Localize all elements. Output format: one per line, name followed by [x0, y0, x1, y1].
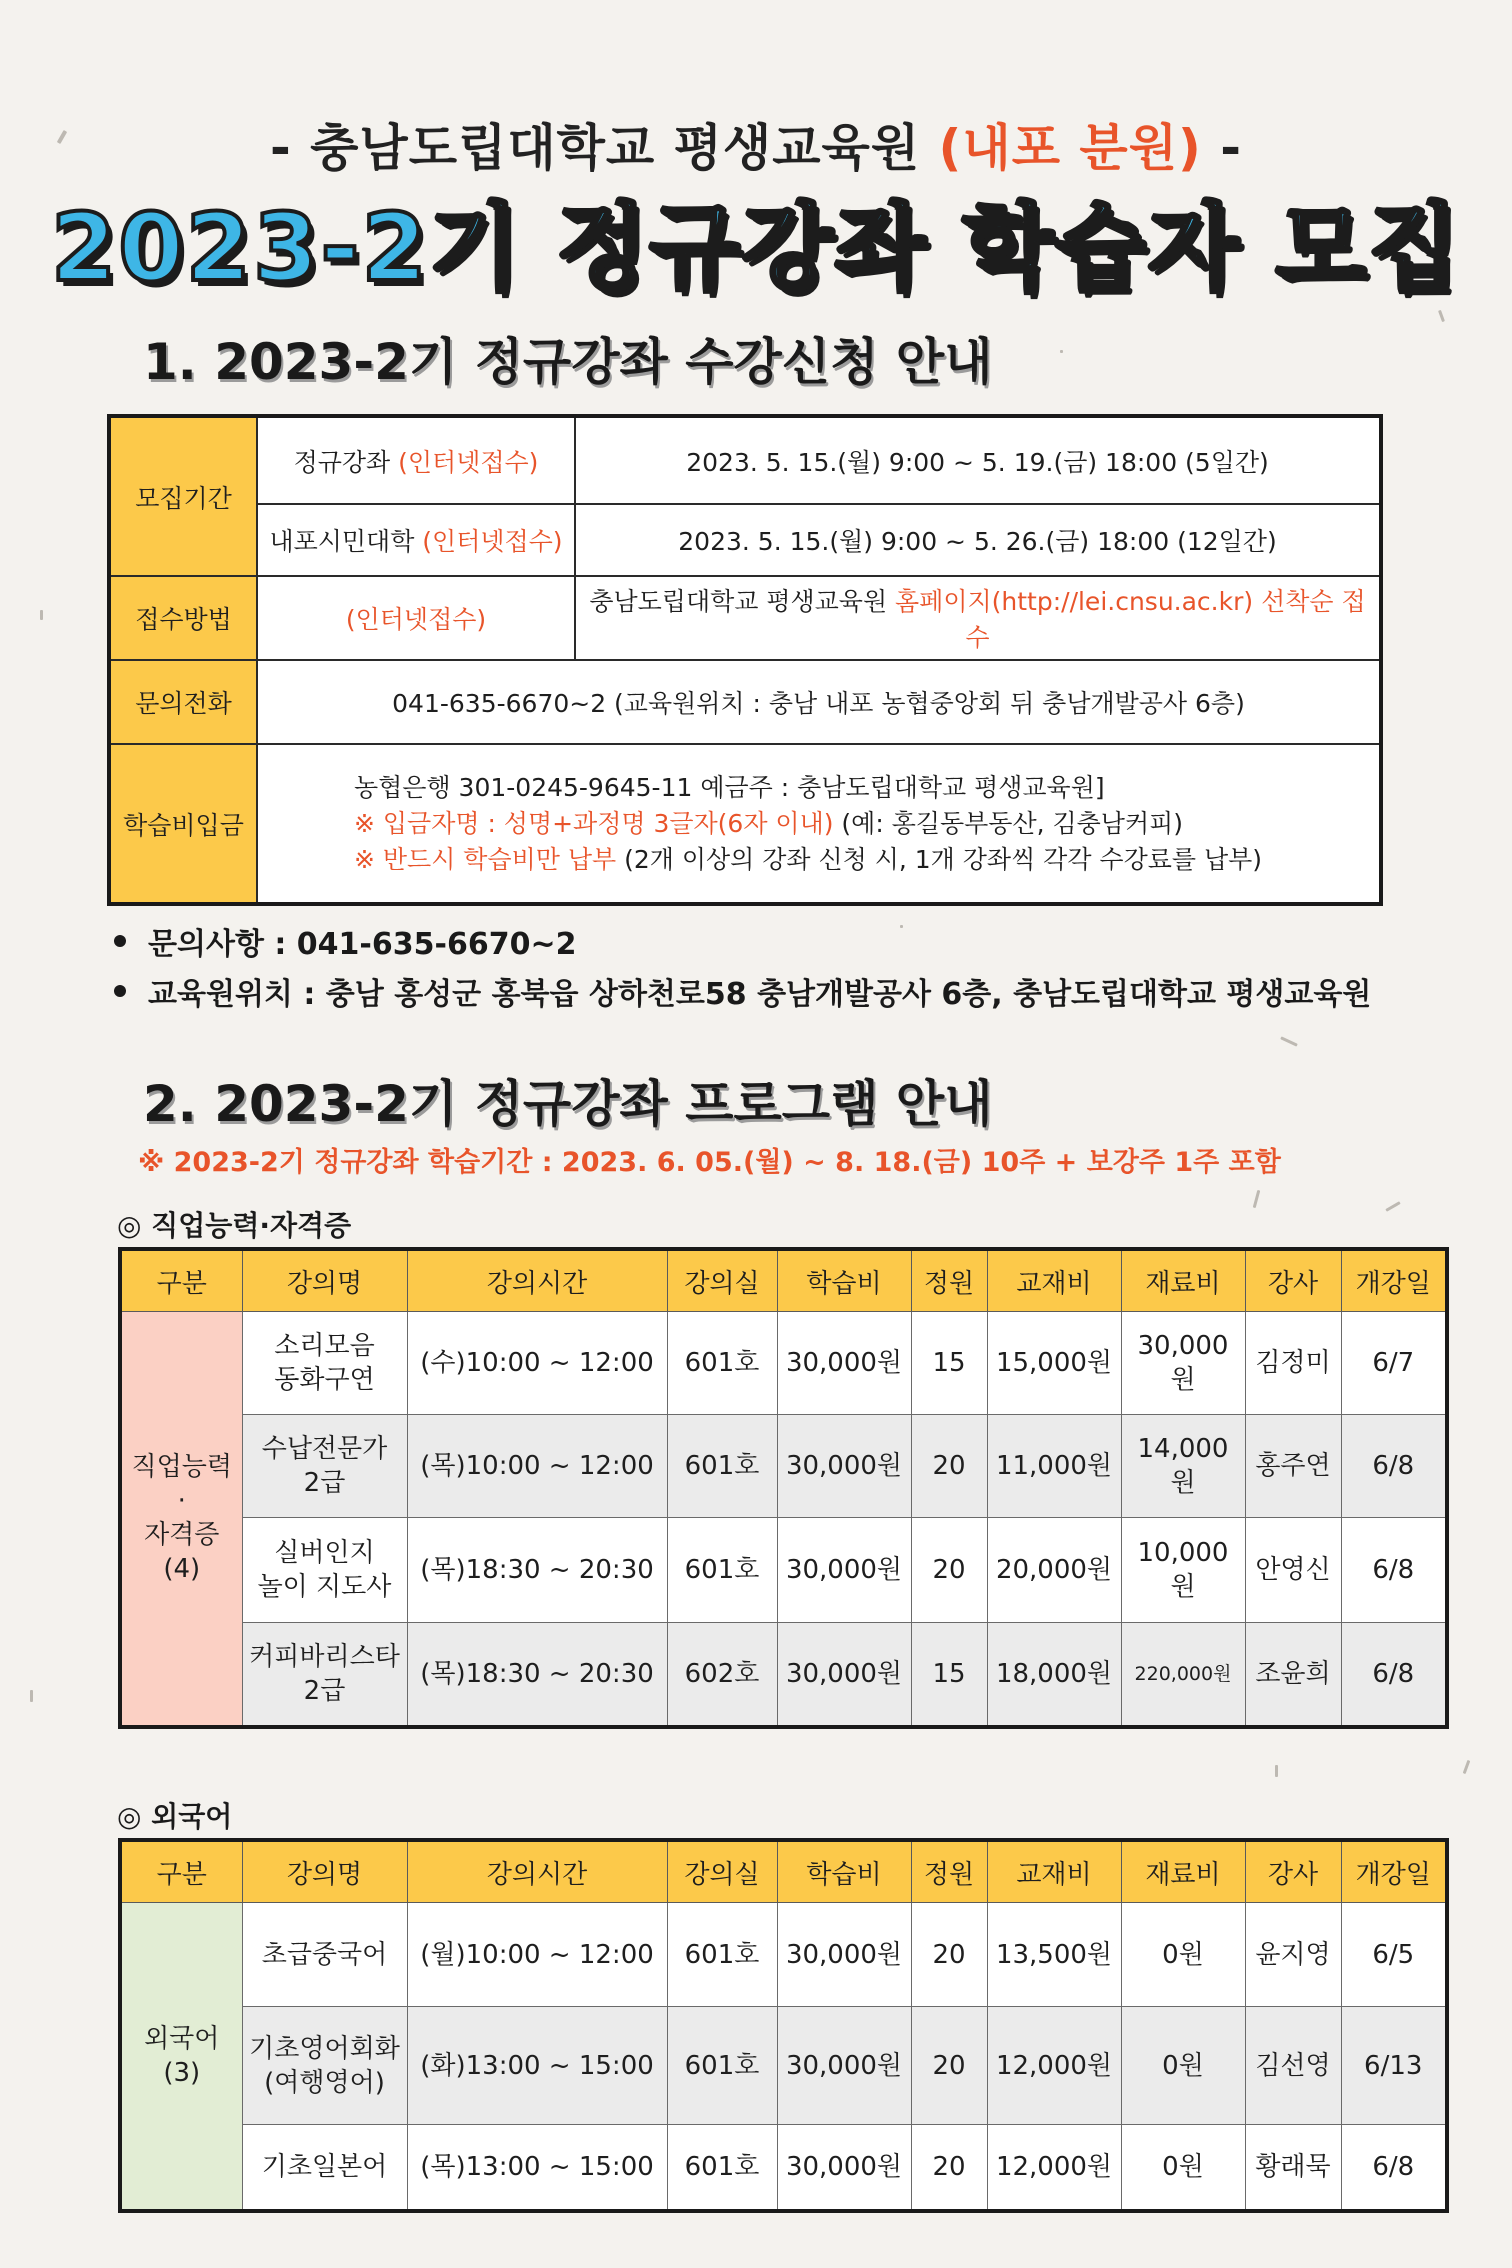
course-teacher: 김선영 — [1245, 2007, 1341, 2125]
bullet-icon — [114, 935, 126, 947]
paper-speck — [1463, 1760, 1471, 1774]
col-header: 강의명 — [242, 1249, 407, 1312]
col-header: 강사 — [1245, 1840, 1341, 1903]
course-capacity: 20 — [911, 1415, 987, 1518]
col-header: 강사 — [1245, 1249, 1341, 1312]
course-room: 601호 — [667, 1312, 777, 1415]
course-material-fee: 0원 — [1121, 2125, 1245, 2211]
course-name: 기초일본어 — [242, 2125, 407, 2211]
course-material-fee: 14,000원 — [1121, 1415, 1245, 1518]
course-book-fee: 12,000원 — [987, 2125, 1121, 2211]
course-name: 실버인지 놀이 지도사 — [242, 1518, 407, 1623]
course-name: 커피바리스타 2급 — [242, 1623, 407, 1727]
group-cell-job: 직업능력 · 자격증 (4) — [120, 1312, 242, 1727]
method-label: 접수방법 — [109, 576, 257, 660]
course-start-date: 6/7 — [1341, 1312, 1447, 1415]
recruit-name-regular: 정규강좌 (인터넷접수) — [257, 416, 575, 504]
course-capacity: 20 — [911, 1518, 987, 1623]
paper-speck — [1253, 1190, 1261, 1208]
col-header: 구분 — [120, 1249, 242, 1312]
paper-speck — [30, 1690, 33, 1702]
course-start-date: 6/8 — [1341, 1518, 1447, 1623]
course-name: 수납전문가 2급 — [242, 1415, 407, 1518]
recruit-label: 모집기간 — [109, 416, 257, 576]
course-start-date: 6/8 — [1341, 1623, 1447, 1727]
subtitle — [0, 108, 1512, 180]
course-teacher: 안영신 — [1245, 1518, 1341, 1623]
col-header: 강의실 — [667, 1249, 777, 1312]
col-header: 개강일 — [1341, 1249, 1447, 1312]
course-name: 소리모음 동화구연 — [242, 1312, 407, 1415]
info-table — [107, 414, 1383, 906]
course-book-fee: 11,000원 — [987, 1415, 1121, 1518]
recruit-period-citizen: 2023. 5. 15.(월) 9:00 ~ 5. 26.(금) 18:00 (12일간) — [575, 504, 1381, 576]
section2-heading: 2. 2023-2기 정규강좌 프로그램 안내 — [143, 1075, 993, 1133]
course-room: 601호 — [667, 1518, 777, 1623]
course-teacher: 윤지영 — [1245, 1903, 1341, 2007]
table-row — [120, 2007, 1447, 2125]
course-fee: 30,000원 — [777, 2007, 911, 2125]
course-time: (목)10:00 ~ 12:00 — [407, 1415, 667, 1518]
subtitle-post: - — [1201, 119, 1243, 177]
course-start-date: 6/13 — [1341, 2007, 1447, 2125]
course-fee: 30,000원 — [777, 1518, 911, 1623]
course-room: 601호 — [667, 1415, 777, 1518]
course-capacity: 20 — [911, 2007, 987, 2125]
course-material-fee: 220,000원 — [1121, 1623, 1245, 1727]
course-time: (목)13:00 ~ 15:00 — [407, 2125, 667, 2211]
payment-label: 학습비입금 — [109, 744, 257, 904]
paper-speck — [1385, 1201, 1400, 1212]
contact-bullets — [112, 916, 1371, 1016]
course-book-fee: 18,000원 — [987, 1623, 1121, 1727]
payment-depositor-rule: ※ 입금자명 : 성명+과정명 3글자(6자 이내) (예: 홍길동부동산, 김충남커피) — [354, 808, 1184, 838]
course-time: (목)18:30 ~ 20:30 — [407, 1623, 667, 1727]
lang-program-table — [118, 1838, 1449, 2213]
course-book-fee: 15,000원 — [987, 1312, 1121, 1415]
method-type: (인터넷접수) — [257, 576, 575, 660]
course-fee: 30,000원 — [777, 2125, 911, 2211]
course-fee: 30,000원 — [777, 1312, 911, 1415]
payment-account: 농협은행 301-0245-9645-11 예금주 : 충남도립대학교 평생교육원] — [354, 772, 1105, 802]
course-book-fee: 12,000원 — [987, 2007, 1121, 2125]
col-header: 교재비 — [987, 1840, 1121, 1903]
col-header: 재료비 — [1121, 1840, 1245, 1903]
course-capacity: 15 — [911, 1312, 987, 1415]
study-period-note: ※ 2023-2기 정규강좌 학습기간 : 2023. 6. 05.(월) ~ 8. 18.(금) 10주 + 보강주 1주 포함 — [138, 1147, 1281, 1178]
job-program-table — [118, 1247, 1449, 1729]
lang-category-label: ◎ 외국어 — [117, 1800, 233, 1833]
col-header: 재료비 — [1121, 1249, 1245, 1312]
method-desc: 충남도립대학교 평생교육원 홈페이지(http://lei.cnsu.ac.kr) 선착순 접수 — [575, 576, 1381, 660]
phone-label: 문의전화 — [109, 660, 257, 744]
course-time: (목)18:30 ~ 20:30 — [407, 1518, 667, 1623]
table-row — [120, 1415, 1447, 1518]
bullet-icon — [114, 985, 126, 997]
course-name: 초급중국어 — [242, 1903, 407, 2007]
col-header: 학습비 — [777, 1249, 911, 1312]
course-capacity: 20 — [911, 2125, 987, 2211]
course-start-date: 6/5 — [1341, 1903, 1447, 2007]
course-teacher: 조윤희 — [1245, 1623, 1341, 1727]
course-teacher: 황래묵 — [1245, 2125, 1341, 2211]
paper-speck — [1060, 350, 1063, 353]
col-header: 정원 — [911, 1840, 987, 1903]
col-header: 교재비 — [987, 1249, 1121, 1312]
course-teacher: 김정미 — [1245, 1312, 1341, 1415]
col-header: 개강일 — [1341, 1840, 1447, 1903]
course-fee: 30,000원 — [777, 1415, 911, 1518]
table-row — [120, 1623, 1447, 1727]
col-header: 정원 — [911, 1249, 987, 1312]
subtitle-pre: - 충남도립대학교 평생교육원 — [269, 119, 939, 177]
col-header: 구분 — [120, 1840, 242, 1903]
paper-speck — [1438, 310, 1445, 322]
col-header: 강의실 — [667, 1840, 777, 1903]
course-capacity: 15 — [911, 1623, 987, 1727]
main-title: 2023-2기 정규강좌 학습자 모집 — [50, 194, 1462, 303]
col-header: 강의명 — [242, 1840, 407, 1903]
course-fee: 30,000원 — [777, 1903, 911, 2007]
job-category-label: ◎ 직업능력·자격증 — [117, 1209, 352, 1242]
course-capacity: 20 — [911, 1903, 987, 2007]
phone-value: 041-635-6670~2 (교육원위치 : 충남 내포 농협중앙회 뒤 충남개발공사 6층) — [257, 660, 1381, 744]
paper-speck — [1280, 1036, 1298, 1046]
course-name: 기초영어회화 (여행영어) — [242, 2007, 407, 2125]
recruit-period-regular: 2023. 5. 15.(월) 9:00 ~ 5. 19.(금) 18:00 (5일간) — [575, 416, 1381, 504]
payment-fee-rule: ※ 반드시 학습비만 납부 (2개 이상의 강좌 신청 시, 1개 강좌씩 각각 수강료를 납부) — [354, 844, 1263, 874]
course-time: (수)10:00 ~ 12:00 — [407, 1312, 667, 1415]
course-fee: 30,000원 — [777, 1623, 911, 1727]
course-room: 602호 — [667, 1623, 777, 1727]
table-row — [120, 1518, 1447, 1623]
course-material-fee: 10,000원 — [1121, 1518, 1245, 1623]
section1-heading: 1. 2023-2기 정규강좌 수강신청 안내 — [143, 333, 993, 391]
course-start-date: 6/8 — [1341, 1415, 1447, 1518]
bullet-item: 교육원위치 : 충남 홍성군 홍북읍 상하천로58 충남개발공사 6층, 충남도립대학교 평생교육원 — [112, 966, 1371, 1016]
paper-speck — [40, 610, 43, 620]
course-room: 601호 — [667, 2125, 777, 2211]
bullet-item: 문의사항 : 041-635-6670~2 — [112, 916, 1371, 966]
course-time: (화)13:00 ~ 15:00 — [407, 2007, 667, 2125]
table-row — [120, 1312, 1447, 1415]
course-room: 601호 — [667, 1903, 777, 2007]
course-room: 601호 — [667, 2007, 777, 2125]
course-material-fee: 30,000원 — [1121, 1312, 1245, 1415]
course-material-fee: 0원 — [1121, 2007, 1245, 2125]
paper-speck — [1275, 1765, 1278, 1777]
recruit-name-citizen: 내포시민대학 (인터넷접수) — [257, 504, 575, 576]
course-teacher: 홍주연 — [1245, 1415, 1341, 1518]
payment-info — [257, 744, 1381, 904]
table-row — [120, 1903, 1447, 2007]
group-cell-lang: 외국어 (3) — [120, 1903, 242, 2211]
col-header: 학습비 — [777, 1840, 911, 1903]
col-header: 강의시간 — [407, 1840, 667, 1903]
course-book-fee: 13,500원 — [987, 1903, 1121, 2007]
course-start-date: 6/8 — [1341, 2125, 1447, 2211]
table-row — [120, 2125, 1447, 2211]
course-material-fee: 0원 — [1121, 1903, 1245, 2007]
subtitle-accent: (내포 분원) — [938, 119, 1202, 177]
course-book-fee: 20,000원 — [987, 1518, 1121, 1623]
course-time: (월)10:00 ~ 12:00 — [407, 1903, 667, 2007]
col-header: 강의시간 — [407, 1249, 667, 1312]
